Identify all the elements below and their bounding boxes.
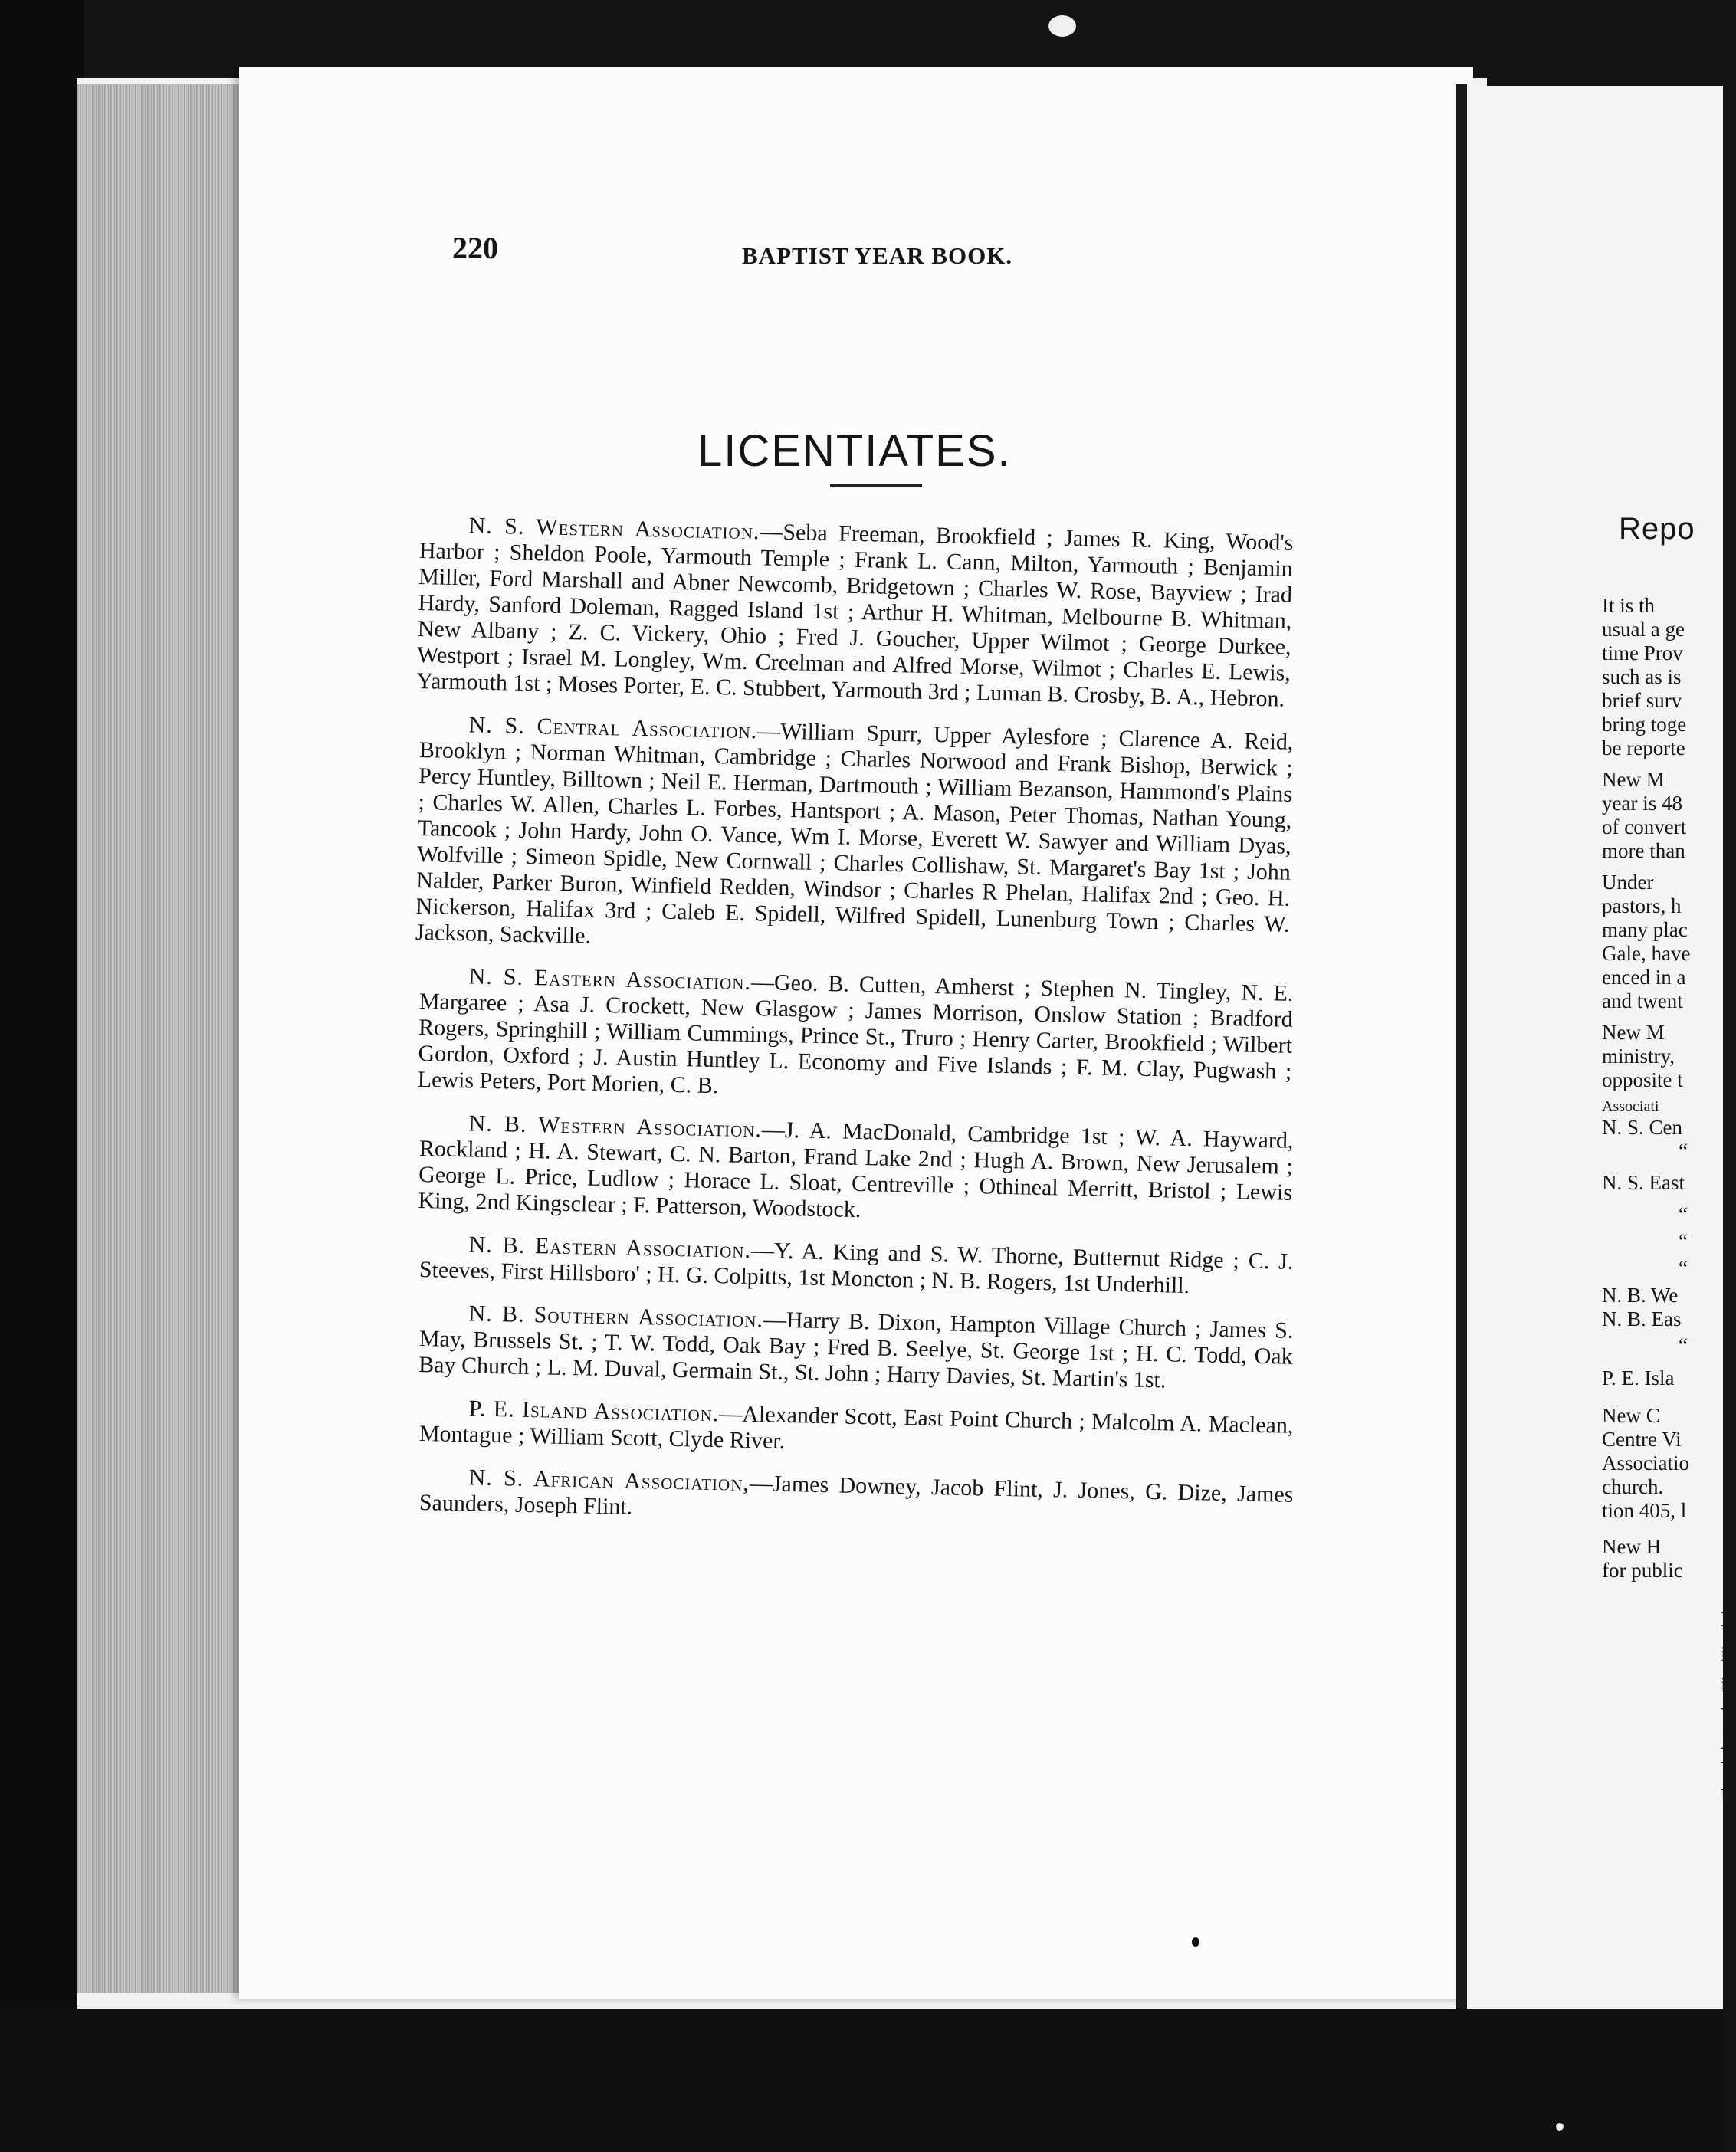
association-name: N. S. Central Association. [468, 712, 758, 744]
scan-background [0, 0, 84, 2152]
right-page-line: It is th [1602, 594, 1656, 617]
scan-speck [1556, 2123, 1564, 2131]
right-page-line: “ [1679, 1230, 1688, 1253]
right-page-line: “ [1679, 1257, 1688, 1280]
association-licentiates: —William Spurr, Upper Aylesfore ; Clarence A. Reid, Brooklyn ; Norman Whitman, Cambridge ; Charles Norwood and Frank Bishop, Berwick ; Percy Huntley, Billtown ; Neil E. Herman, Dartmouth ; William Bezanson, Hammond's Plains ; Charles W. Allen, Charles L. Forbes, Hantsport ; A. Mason, Peter Thomas, Nathan Young, Tancook ; John Hardy, John O. Vance, Wm I. Morse, Everett W. Sawyer and William Dyas, Wolfville ; Simeon Spidle, New Cornwall ; Charles Collishaw, St. Margaret's Bay 1st ; John Nalder, Parker Buron, Winfield Redden, Windsor ; Charles R Phelan, Halifax 2nd ; Geo. H. Nickerson, Halifax 3rd ; Caleb E. Spidell, Wilfred Spidell, Lunenburg Town ; Charles W. Jackson, Sackville. [415, 718, 1294, 949]
right-page-line: U [1721, 1784, 1736, 1807]
association-licentiates: —Seba Freeman, Brookfield ; James R. King, Wood's Harbor ; Sheldon Poole, Yarmouth Temple ; Frank L. Cann, Milton, Yarmouth ; Benjamin Miller, Ford Marshall and Abner Newcomb, Bridgetown ; Charles W. Rose, Bayview ; Irad Hardy, Sanford Doleman, Ragged Island 1st ; Arthur H. Whitman, Melbourne B. Whitman, New Albany ; Z. C. Vickery, Ohio ; Fred J. Goucher, Upper Wilmot ; George Durkee, Westport ; Israel M. Longley, Wm. Creelman and Alfred Morse, Wilmot ; Charles E. Lewis, Yarmouth 1st ; Moses Porter, E. C. Stubbert, Yarmouth 3rd ; Luman B. Crosby, B. A., Hebron. [416, 519, 1294, 712]
association-entry [418, 1300, 1294, 1396]
right-page-line: A [1721, 1730, 1736, 1753]
page-number: 220 [452, 231, 498, 265]
association-name: N. B. Western Association. [468, 1110, 763, 1143]
association-licentiates: —Y. A. King and S. W. Thorne, Butternut Ridge ; C. J. Steeves, First Hillsboro' ; H. G. Colpitts, 1st Moncton ; N. B. Rogers, 1st Underhill. [418, 1238, 1294, 1299]
right-page-line: more than [1602, 839, 1685, 862]
right-page-line: “ [1679, 1334, 1688, 1357]
association-name: N. S. Eastern Association. [468, 963, 752, 996]
association-entry [415, 711, 1294, 964]
right-page-line: New C [1602, 1404, 1660, 1427]
association-entry [417, 963, 1293, 1111]
right-page-line: N. B. Eas [1602, 1307, 1682, 1330]
right-page-line: I [1721, 1608, 1728, 1631]
ink-dot [1192, 1937, 1199, 1947]
right-page-line: N. S. East [1602, 1171, 1685, 1194]
association-entry [418, 1110, 1294, 1232]
right-page-line: N. B. We [1602, 1284, 1679, 1307]
right-page-line: bring toge [1602, 713, 1687, 736]
right-page-line: time Prov [1602, 641, 1683, 664]
right-page-line: pastors, h [1602, 894, 1682, 917]
association-name: N. B. Eastern Association. [468, 1232, 752, 1264]
right-page-line: Associatio [1602, 1452, 1689, 1475]
right-page-line: Under [1602, 871, 1654, 894]
right-page-line: tion 405, l [1602, 1499, 1687, 1522]
association-entry [419, 1395, 1294, 1465]
right-page-line: New H [1602, 1535, 1662, 1558]
association-name: P. E. Island Association. [468, 1396, 720, 1427]
right-page-line: year is 48 [1602, 792, 1682, 815]
page-title: LICENTIATES. [697, 426, 1012, 476]
right-page-line: enced in a [1602, 966, 1686, 989]
association-licentiates: —J. A. MacDonald, Cambridge 1st ; W. A. Hayward, Rockland ; H. A. Stewart, C. N. Barton, Frand Lake 2nd ; Hugh A. Brown, New Jerusalem ; George L. Price, Ludlow ; Horace L. Sloat, Centreville ; Othineal Merritt, Bristol ; Lewis King, 2nd Kingsclear ; F. Patterson, Woodstock. [418, 1117, 1294, 1223]
right-page-line: of convert [1602, 815, 1687, 838]
page-edges [77, 84, 257, 1993]
right-page-line: P. E. Isla [1602, 1366, 1675, 1389]
association-name: N. S. African Association, [468, 1465, 750, 1497]
right-page-line: Gale, have [1602, 942, 1691, 965]
right-page-line: i [1721, 1642, 1727, 1665]
title-rule [830, 484, 922, 487]
right-page [1467, 86, 1723, 2017]
right-page-line: “ [1679, 1203, 1688, 1226]
association-licentiates: —James Downey, Jacob Flint, J. Jones, G. Dize, James Saunders, Joseph Flint. [418, 1471, 1294, 1520]
association-licentiates: —Geo. B. Cutten, Amherst ; Stephen N. Tingley, N. E. Margaree ; Asa J. Crockett, New Glasgow ; James Morrison, Onslow Station ; Bradford Rogers, Springhill ; William Cummings, Prince St., Truro ; Henry Carter, Brookfield ; Wilbert Gordon, Oxford ; J. Austin Huntley L. Economy and Five Islands ; F. M. Clay, Pugwash ; Lewis Peters, Port Morien, C. B. [417, 969, 1294, 1099]
right-page-line: New M [1602, 1021, 1665, 1044]
right-page-heading: Repo [1619, 512, 1695, 546]
right-page-line: opposite t [1602, 1068, 1683, 1091]
licentiates-list [415, 512, 1294, 1533]
right-page-line: New M [1602, 768, 1665, 791]
scan-bottom-margin [0, 2009, 1723, 2152]
right-page-line: V [1721, 1704, 1736, 1727]
right-page-line: Associati [1602, 1098, 1659, 1115]
right-page-line: brief surv [1602, 689, 1682, 712]
running-head: BAPTIST YEAR BOOK. [742, 242, 1013, 269]
association-licentiates: —Alexander Scott, East Point Church ; Malcolm A. Maclean, Montague ; William Scott, Clyde River. [418, 1401, 1294, 1454]
association-entry [419, 1464, 1294, 1534]
right-page-line: church. [1602, 1475, 1664, 1498]
association-licentiates: —Harry B. Dixon, Hampton Village Church ; James S. May, Brussels St. ; T. W. Todd, Oak Bay ; Fred B. Seelye, St. George 1st ; H. C. Todd, Oak Bay Church ; L. M. Duval, Germain St., St. John ; Harry Davies, St. Martin's 1st. [418, 1307, 1294, 1393]
right-page-line: for public [1602, 1559, 1683, 1582]
right-page-line: Y [1721, 1757, 1736, 1780]
scan-speck [1048, 15, 1076, 37]
book-gutter [1456, 84, 1467, 2016]
right-page-line: be reporte [1602, 736, 1685, 759]
association-name: N. B. Southern Association. [468, 1301, 764, 1333]
right-page-line: Centre Vi [1602, 1428, 1682, 1451]
association-name: N. S. Western Association. [468, 513, 760, 545]
association-entry [419, 1231, 1294, 1301]
right-page-line: usual a ge [1602, 618, 1685, 641]
right-page-line: and twent [1602, 989, 1683, 1012]
right-page-line: i [1721, 1673, 1727, 1696]
right-page-line: such as is [1602, 665, 1682, 688]
association-entry [416, 512, 1294, 713]
right-page-line: ministry, [1602, 1045, 1675, 1068]
right-page-line: many plac [1602, 918, 1688, 941]
right-page-line: N. S. Cen [1602, 1116, 1683, 1139]
right-page-line: “ [1679, 1140, 1688, 1163]
